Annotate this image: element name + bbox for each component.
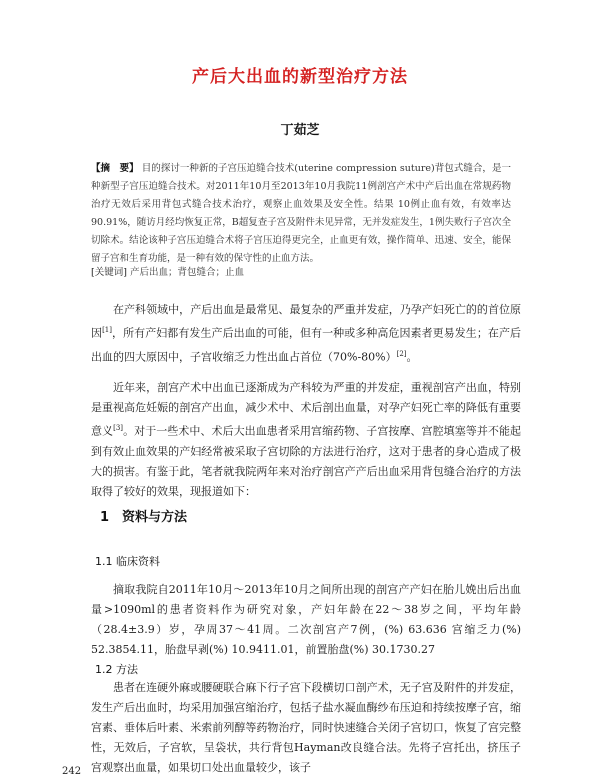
page-number: 242 xyxy=(62,766,82,777)
citation-ref: [1] xyxy=(102,326,112,334)
clinical-data-paragraph: 摘取我院自2011年10月～2013年10月之间所出现的剖宫产产妇在胎儿娩出后出血量>1090ml的患者资料作为研究对象，产妇年龄在22～38岁之间，平均年龄（28.4±3.9）岁，孕周37～41周。二次剖宫产7例，(%) 63.636 宫缩乏力(%) 52.3854.11，胎盘早剥(%) 10.9411.01，前置胎盘(%) 30.1730.27 xyxy=(91,583,521,656)
abstract xyxy=(91,160,511,268)
subsection-heading-method: 1.2 方法 xyxy=(95,663,138,676)
abstract-label: 【摘 要】 xyxy=(91,163,139,174)
citation-ref: [2] xyxy=(396,349,407,358)
section-heading-materials-methods: 1 资料与方法 xyxy=(100,510,188,525)
citation-ref: [3] xyxy=(113,424,124,432)
keywords-text: 产后出血；背包缝合；止血 xyxy=(129,267,244,278)
paper-title: 产后大出血的新型治疗方法 xyxy=(192,67,408,87)
keywords-label: [关键词] xyxy=(91,267,127,278)
intro-paragraph-1: 在产科领域中，产后出血是最常见、最复杂的严重并发症，乃孕产妇死亡的的首位原因[1]，所有产妇都有发生产后出血的可能，但有一种或多种高危因素者更易发生；在产后出血的四大原因中，子宫收缩乏力性出血占首位（70%-80%）[2]。 xyxy=(91,303,522,364)
method-paragraph: 患者在连硬外麻或腰硬联合麻下行子宫下段横切口剖产术，无子宫及附件的并发症，发生产后出血时，均采用加强宫缩治疗，包括子盐水凝血酶纱布压迫和持续按摩子宫，缩宫素、垂体后叶素、米索前列醇等药物治疗，同时快速缝合关闭子宫切口，恢复了宫完整性，无效后，子宫软，呈袋状，共行背包Hayman改良缝合法。先将子宫托出，挤压子宫观察出血量，如果切口处出血量较少，该子 xyxy=(91,681,521,774)
subsection-heading-clinical-data: 1.1 临床资料 xyxy=(95,555,160,568)
author-name: 丁茹芝 xyxy=(280,123,320,138)
abstract-text: 目的探讨一种新的子宫压迫缝合技术(uterine compression suture)背包式缝合，是一种新型子宫压迫缝合技术。对2011年10月至2013年10月我院11例剖宫产术中产后出血在常规药物治疗无效后采用背包式缝合技术治疗，观察止血效果及安全性。结果 10例止血有效，有效率达90.91%，随访月经均恢复正常，B超复查子宫及附件未见异常，无并发症发生，1例失败行子宫次全切除术。结论该种子宫压迫缝合术将子宫压迫得更完全，止血更有效，操作简单、迅速、安全，能保留子宫和生育功能，是一种有效的保守性的止血方法。 xyxy=(91,163,511,264)
intro-paragraph-2: 近年来，剖宫产术中出血已逐渐成为产科较为严重的并发症，重视剖宫产出血，特别是重视高危妊娠的剖宫产出血，减少术中、术后剖出血量，对孕产妇死亡率的降低有重要意义[3]。对于一些术中、术后大出血患者采用宫缩药物、子宫按摩、宫腔填塞等并不能起到有效止血效果的产妇经常被采取子宫切除的方法进行治疗，这对于患者的身心造成了极大的损害。有鉴于此，笔者就我院两年来对治疗剖宫产产后出血采用背包缝合治疗的方法取得了较好的效果，现报道如下： xyxy=(91,381,521,498)
keywords xyxy=(91,264,511,278)
